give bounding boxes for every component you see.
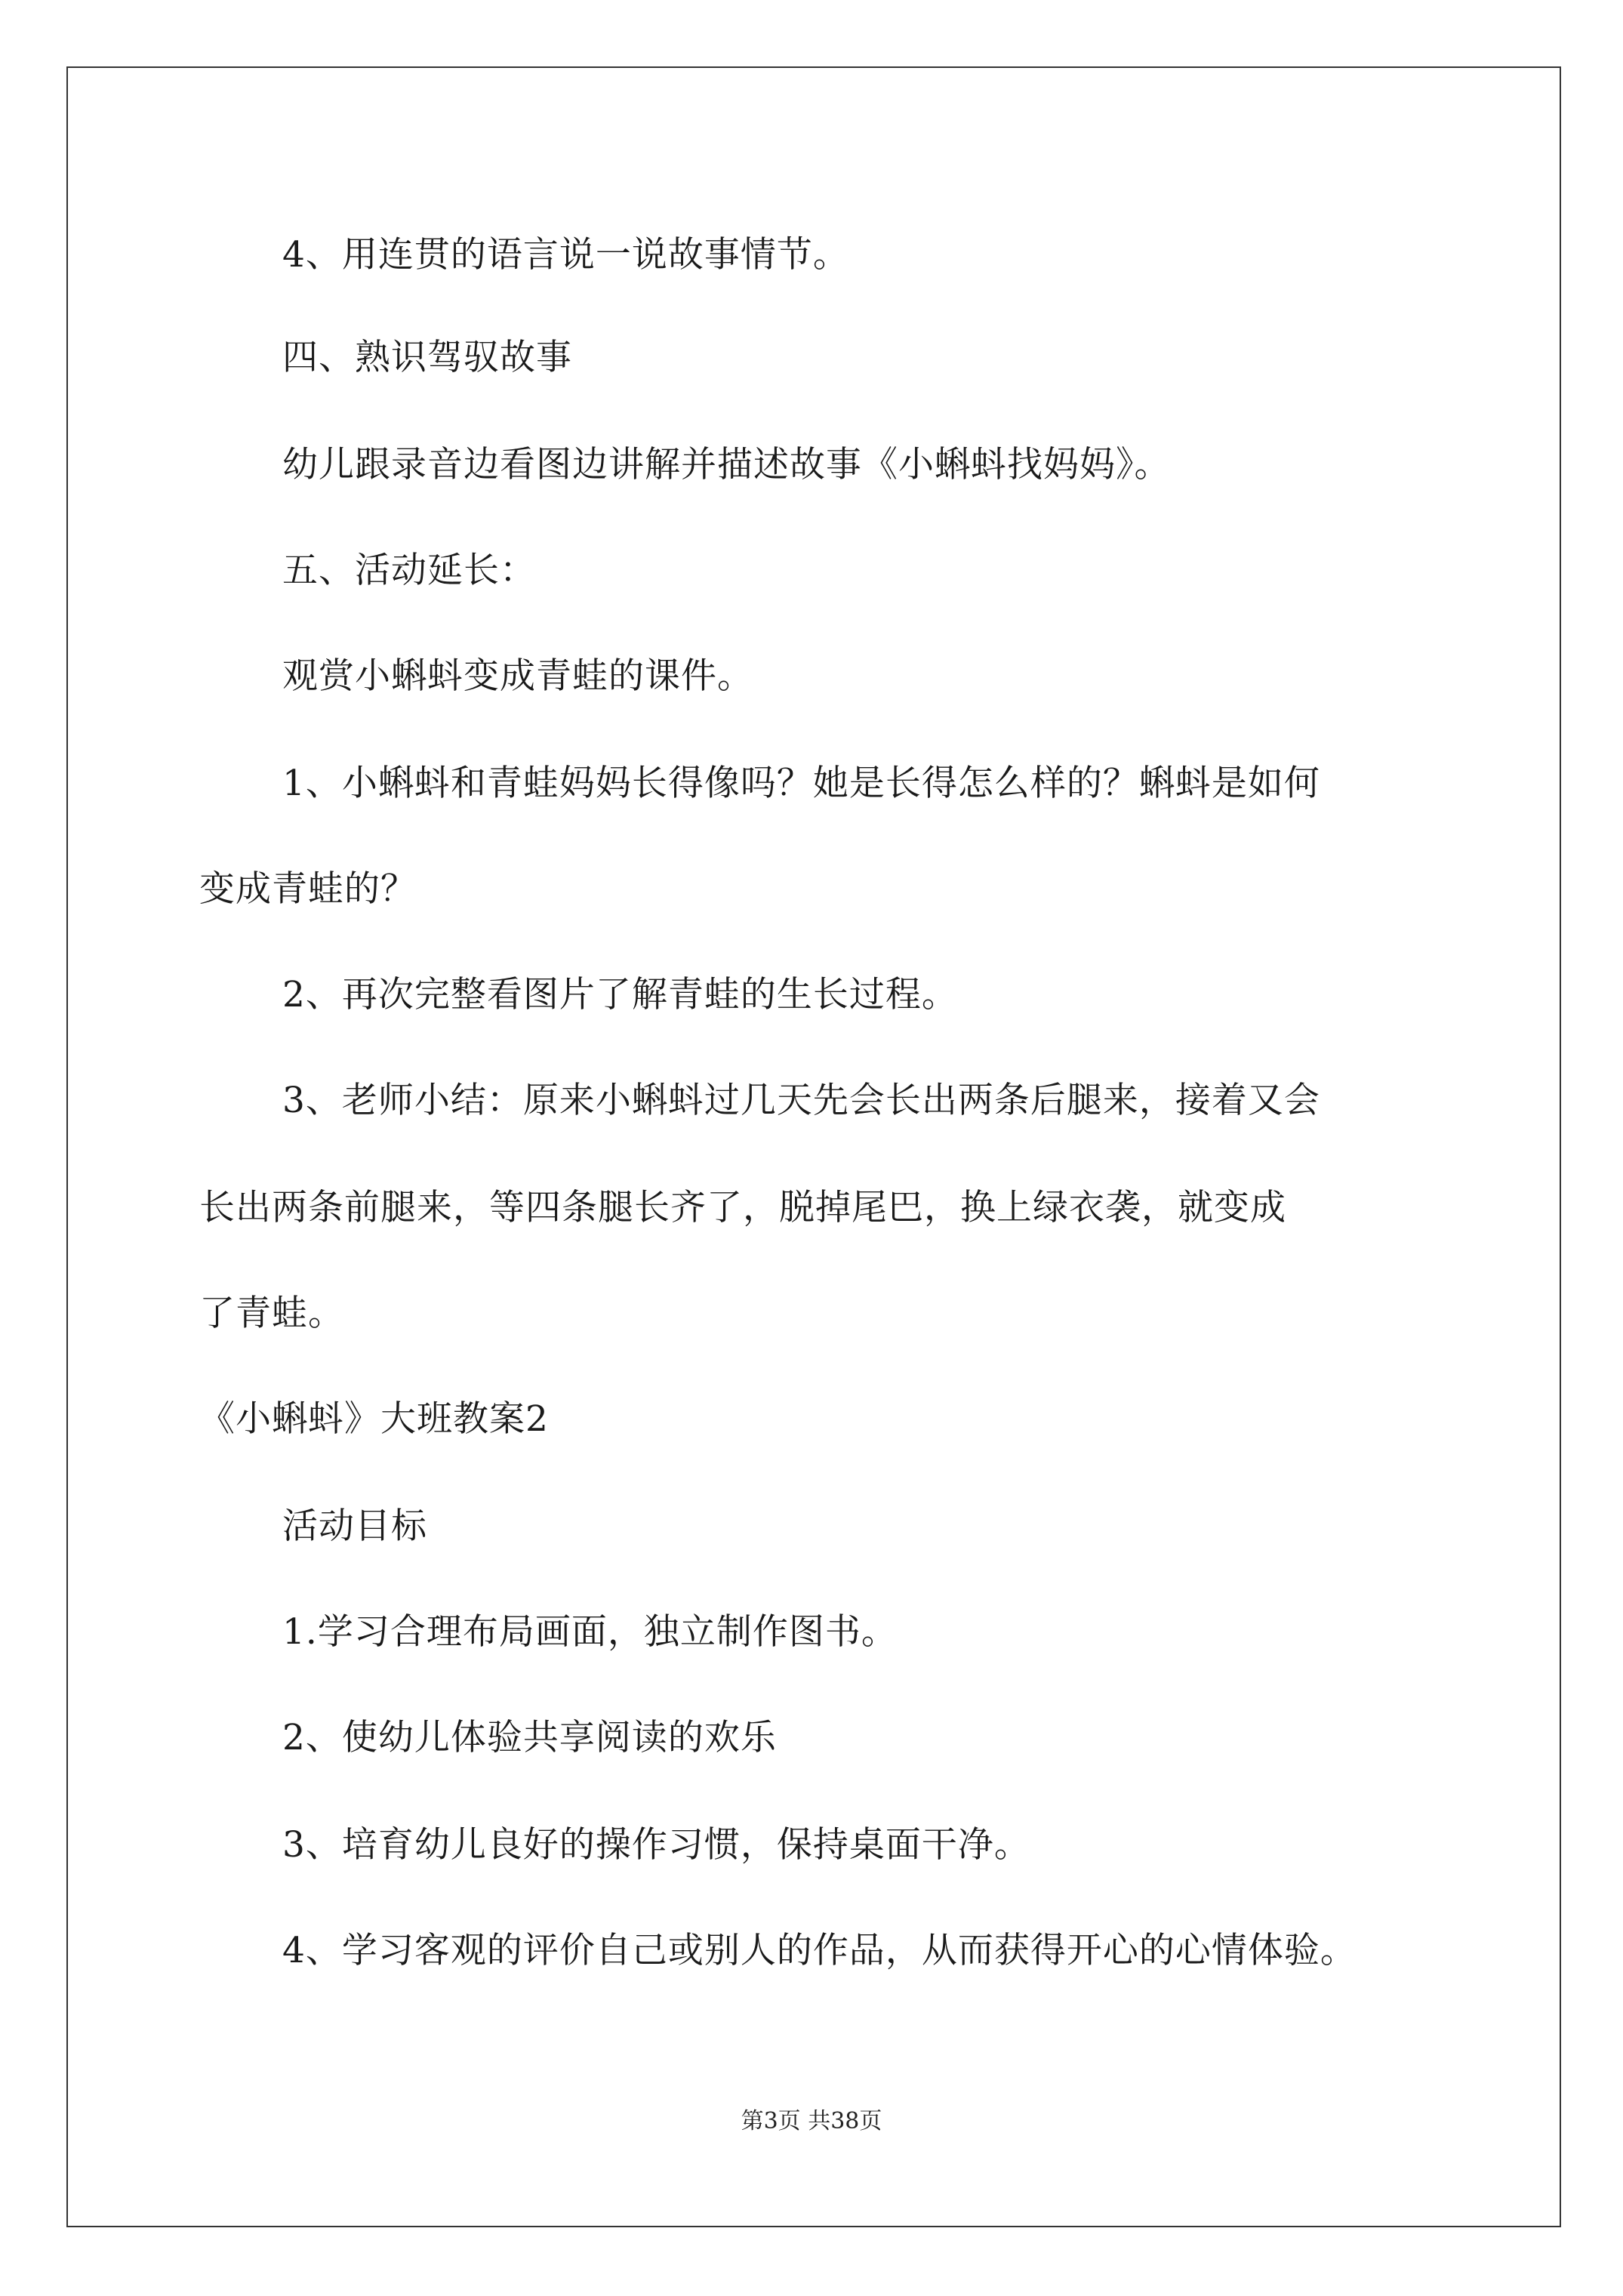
page-number-footer: 第3页 共38页 — [741, 2108, 882, 2134]
text-line-9: 3、老师小结：原来小蝌蚪过几天先会长出两条后腿来，接着又会 — [282, 1080, 1320, 1121]
text-line-6: 1、小蝌蚪和青蛙妈妈长得像吗？她是长得怎么样的？蝌蚪是如何 — [282, 763, 1320, 804]
text-line-14: 1.学习合理布局画面，独立制作图书。 — [282, 1611, 898, 1653]
section-heading: 《小蝌蚪》大班教案2 — [199, 1398, 549, 1440]
text-line-11: 了青蛙。 — [199, 1293, 344, 1334]
text-line-5: 观赏小蝌蚪变成青蛙的课件。 — [282, 655, 753, 697]
text-line-13: 活动目标 — [282, 1505, 427, 1547]
text-line-1: 4、用连贯的语言说一说故事情节。 — [282, 234, 849, 276]
text-line-8: 2、再次完整看图片了解青蛙的生长过程。 — [282, 974, 958, 1015]
text-line-15: 2、使幼儿体验共享阅读的欢乐 — [282, 1717, 777, 1758]
text-line-10: 长出两条前腿来，等四条腿长齐了，脱掉尾巴，换上绿衣袭，就变成 — [199, 1187, 1286, 1228]
text-line-2: 四、熟识驾驭故事 — [282, 337, 572, 378]
page-border — [66, 66, 1561, 2227]
text-line-7: 变成青蛙的？ — [199, 868, 417, 910]
text-line-3: 幼儿跟录音边看图边讲解并描述故事《小蝌蚪找妈妈》。 — [282, 444, 1171, 485]
text-line-4: 五、活动延长： — [282, 550, 536, 591]
text-line-17: 4、学习客观的评价自己或别人的作品，从而获得开心的心情体验。 — [282, 1930, 1357, 1971]
text-line-16: 3、培育幼儿良好的操作习惯，保持桌面干净。 — [282, 1824, 1030, 1866]
